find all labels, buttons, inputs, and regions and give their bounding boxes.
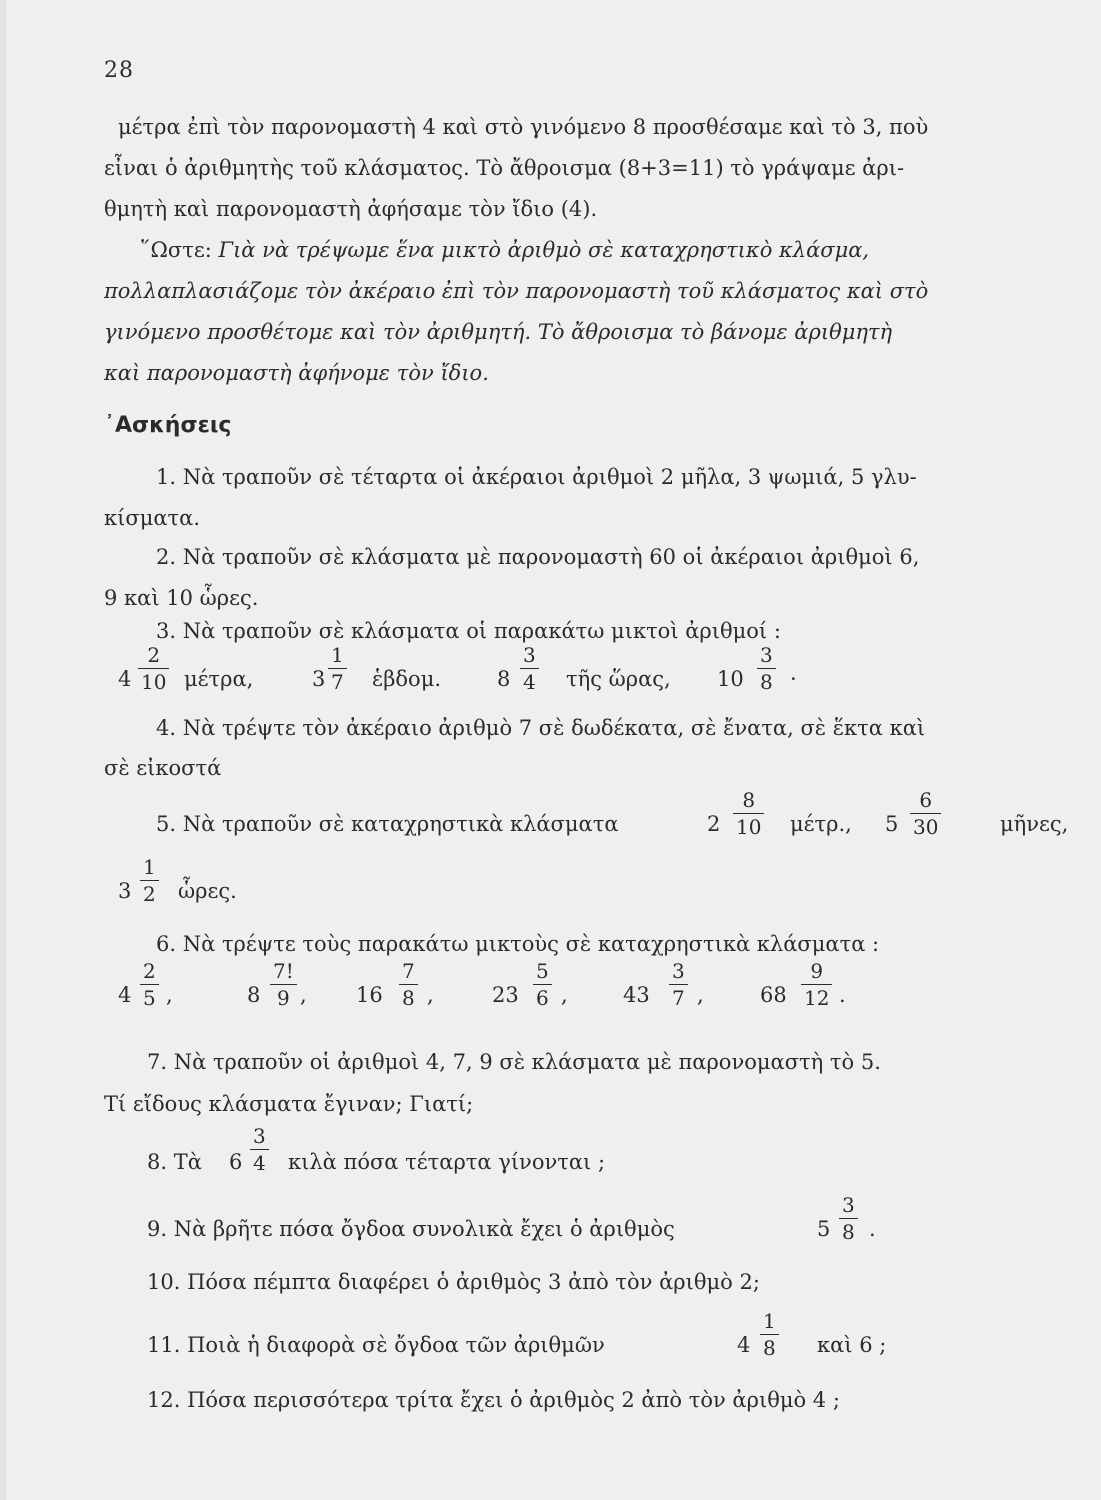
fraction-numerator: 3	[253, 1124, 266, 1148]
mixed-number-whole: 3	[118, 879, 132, 903]
fraction-denominator: 8	[760, 670, 773, 694]
exercise-1-line-1: 1. Νὰ τραποῦν σὲ τέταρτα οἱ ἀκέραιοι ἀριθμοὶ 2 μῆλα, 3 ψωμιά, 5 γλυ-	[156, 465, 917, 489]
mixed-number-whole: 3	[312, 667, 326, 691]
rule-line-4: καὶ παρονομαστὴ ἀφήνομε τὸν ἴδιο.	[104, 361, 489, 385]
fraction	[839, 1195, 858, 1242]
exercise-11-tail: καὶ 6 ;	[817, 1333, 887, 1357]
exercise-2-line-1: 2. Νὰ τραποῦν σὲ κλάσματα μὲ παρονομαστὴ 60 οἱ ἀκέραιοι ἀριθμοὶ 6,	[156, 545, 920, 569]
fraction-denominator: 8	[842, 1220, 855, 1244]
fraction-denominator: 30	[913, 815, 939, 839]
exercise-11-line	[0, 1309, 1101, 1360]
fraction	[140, 857, 159, 904]
separator: ,	[427, 983, 434, 1007]
fraction-denominator: 12	[804, 986, 830, 1010]
mixed-number-whole: 68	[760, 983, 787, 1007]
fraction-numerator: 5	[536, 959, 549, 983]
exercise-9-line	[0, 1193, 1101, 1244]
fraction-bar	[839, 1218, 858, 1219]
exercise-8-lead: 8. Τὰ	[147, 1150, 202, 1174]
exercises-heading: ᾿Ασκήσεις	[104, 413, 232, 438]
rule-text-1: Γιὰ νὰ τρέψωμε ἕνα μικτὸ ἀριθμὸ σὲ καταχρηστικὸ κλάσμα,	[218, 238, 870, 262]
fraction	[520, 645, 539, 692]
fraction-denominator: 7	[331, 670, 344, 694]
fraction-bar	[270, 984, 297, 985]
exercise-6-line-1: 6. Νὰ τρέψτε τοὺς παρακάτω μικτοὺς σὲ καταχρηστικὰ κλάσματα :	[156, 932, 880, 956]
separator: .	[839, 983, 846, 1007]
mixed-number-whole: 16	[356, 983, 383, 1007]
fraction	[910, 790, 941, 837]
intro-line-1: μέτρα ἐπὶ τὸν παρονομαστὴ 4 καὶ στὸ γινόμενο 8 προσθέσαμε καὶ τὸ 3, ποὺ	[118, 115, 929, 139]
fraction-denominator: 4	[253, 1151, 266, 1175]
exercise-8-line	[0, 1124, 1101, 1175]
fraction-numerator: 6	[919, 788, 933, 812]
exercise-9-lead: 9. Νὰ βρῆτε πόσα ὄγδοα συνολικὰ ἔχει ὁ ἀριθμὸς	[147, 1217, 675, 1241]
fraction-numerator: 2	[147, 643, 161, 667]
fraction-numerator: 2	[143, 959, 156, 983]
fraction-denominator: 6	[536, 986, 549, 1010]
fraction	[270, 961, 297, 1008]
fraction	[669, 961, 688, 1008]
separator: ,	[697, 983, 704, 1007]
rule-line-3: γινόμενο προσθέτομε καὶ τὸν ἀριθμητή. Τὸ ἄθροισμα τὸ βάνομε ἀριθμητὴ	[104, 320, 893, 344]
exercise-7-line-1: 7. Νὰ τραποῦν οἱ ἀριθμοὶ 4, 7, 9 σὲ κλάσματα μὲ παρονομαστὴ τὸ 5.	[147, 1050, 881, 1074]
mixed-number-whole: 10	[717, 667, 744, 691]
unit-label: ὧρες.	[178, 879, 237, 903]
unit-label: μέτρ.,	[790, 812, 852, 836]
separator: ,	[300, 983, 307, 1007]
unit-label: μῆνες,	[1000, 812, 1069, 836]
fraction	[140, 961, 159, 1008]
fraction-numerator: 9	[810, 959, 824, 983]
fraction-numerator: 3	[672, 959, 685, 983]
fraction-bar	[140, 984, 159, 985]
exercise-11-lead: 11. Ποιὰ ἡ διαφορὰ σὲ ὄγδοα τῶν ἀριθμῶν	[147, 1333, 605, 1357]
fraction-denominator: 7	[672, 986, 685, 1010]
exercise-1-line-2: κίσματα.	[104, 506, 200, 530]
fraction-bar	[250, 1149, 269, 1150]
fraction-bar	[910, 813, 941, 814]
exercise-5-text: 5. Νὰ τραποῦν σὲ καταχρηστικὰ κλάσματα	[156, 812, 619, 836]
mixed-number-whole: 23	[492, 983, 519, 1007]
fraction-numerator: 1	[763, 1309, 776, 1333]
unit-label: μέτρα,	[184, 667, 254, 691]
fraction-denominator: 4	[523, 670, 536, 694]
fraction-numerator: 3	[523, 643, 536, 667]
fraction-numerator: 7	[402, 959, 415, 983]
unit-label: ·	[790, 667, 797, 691]
page-number: 28	[104, 58, 134, 83]
page-edge	[0, 0, 6, 1500]
exercise-10-line: 10. Πόσα πέμπτα διαφέρει ὁ ἀριθμὸς 3 ἀπὸ τὸν ἀριθμὸ 2;	[147, 1270, 760, 1294]
fraction-denominator: 8	[763, 1336, 776, 1360]
intro-line-3: θμητὴ καὶ παρονομαστὴ ἀφήσαμε τὸν ἴδιο (4).	[104, 197, 598, 221]
mixed-number-whole: 43	[623, 983, 650, 1007]
exercise-4-line-2: σὲ εἰκοστά	[104, 756, 222, 780]
fraction-denominator: 10	[736, 815, 762, 839]
fraction-numerator: 3	[842, 1193, 855, 1217]
fraction	[733, 790, 764, 837]
fraction-bar	[140, 880, 159, 881]
fraction-bar	[760, 1334, 779, 1335]
fraction-numerator: 7!	[273, 959, 294, 983]
mixed-number-whole: 2	[707, 812, 721, 836]
fraction	[399, 961, 418, 1008]
intro-line-2: εἶναι ὁ ἀριθμητὴς τοῦ κλάσματος. Τὸ ἄθροισμα (8+3=11) τὸ γράψαμε ἀρι-	[104, 156, 905, 180]
fraction-denominator: 10	[141, 670, 167, 694]
rule-line-1	[140, 238, 1101, 263]
mixed-number-whole: 4	[737, 1333, 751, 1357]
exercise-2-line-2: 9 καὶ 10 ὧρες.	[104, 586, 259, 610]
fraction-bar	[328, 668, 347, 669]
mixed-number-whole: 6	[229, 1150, 243, 1174]
exercise-8-tail: κιλὰ πόσα τέταρτα γίνονται ;	[288, 1150, 606, 1174]
exercise-9-tail: .	[869, 1217, 876, 1241]
fraction-denominator: 8	[402, 986, 415, 1010]
fraction-numerator: 8	[742, 788, 756, 812]
unit-label: ἑβδομ.	[372, 667, 442, 691]
fraction-denominator: 9	[277, 986, 290, 1010]
fraction	[328, 645, 347, 692]
fraction-numerator: 1	[331, 643, 344, 667]
separator: ,	[561, 983, 568, 1007]
exercise-4-line-1: 4. Νὰ τρέψτε τὸν ἀκέραιο ἀριθμὸ 7 σὲ δωδέκατα, σὲ ἔνατα, σὲ ἕκτα καὶ	[156, 716, 926, 740]
fraction-bar	[399, 984, 418, 985]
mixed-number-whole: 8	[497, 667, 511, 691]
rule-line-2: πολλαπλασιάζομε τὸν ἀκέραιο ἐπὶ τὸν παρονομαστὴ τοῦ κλάσματος καὶ στὸ	[104, 279, 929, 303]
exercise-12-line: 12. Πόσα περισσότερα τρίτα ἔχει ὁ ἀριθμὸς 2 ἀπὸ τὸν ἀριθμὸ 4 ;	[147, 1388, 840, 1412]
fraction-denominator: 2	[143, 882, 156, 906]
separator: ,	[166, 983, 173, 1007]
fraction	[533, 961, 552, 1008]
mixed-number-whole: 4	[118, 667, 132, 691]
fraction-bar	[138, 668, 169, 669]
mixed-number-whole: 5	[817, 1217, 831, 1241]
exercise-6-fractions	[0, 959, 1101, 1010]
fraction-numerator: 1	[143, 855, 156, 879]
exercise-3-fractions	[0, 643, 1101, 694]
fraction-bar	[533, 984, 552, 985]
fraction	[250, 1126, 269, 1173]
exercise-5-line-1	[0, 788, 1101, 839]
rule-lead: ῞Ωστε:	[140, 238, 219, 262]
mixed-number-whole: 4	[118, 983, 132, 1007]
exercise-3-line-1: 3. Νὰ τραποῦν σὲ κλάσματα οἱ παρακάτω μικτοὶ ἀριθμοί :	[156, 619, 781, 643]
fraction-bar	[520, 668, 539, 669]
fraction-bar	[733, 813, 764, 814]
unit-label: τῆς ὥρας,	[566, 667, 671, 691]
mixed-number-whole: 5	[885, 812, 899, 836]
fraction-denominator: 5	[143, 986, 156, 1010]
fraction	[138, 645, 169, 692]
exercise-7-line-2: Τί εἴδους κλάσματα ἔγιναν; Γιατί;	[104, 1092, 474, 1116]
fraction	[760, 1311, 779, 1358]
fraction-bar	[801, 984, 832, 985]
fraction	[757, 645, 776, 692]
fraction	[801, 961, 832, 1008]
mixed-number-whole: 8	[247, 983, 261, 1007]
fraction-bar	[669, 984, 688, 985]
fraction-bar	[757, 668, 776, 669]
exercise-5-line-2	[0, 855, 1101, 906]
fraction-numerator: 3	[760, 643, 773, 667]
